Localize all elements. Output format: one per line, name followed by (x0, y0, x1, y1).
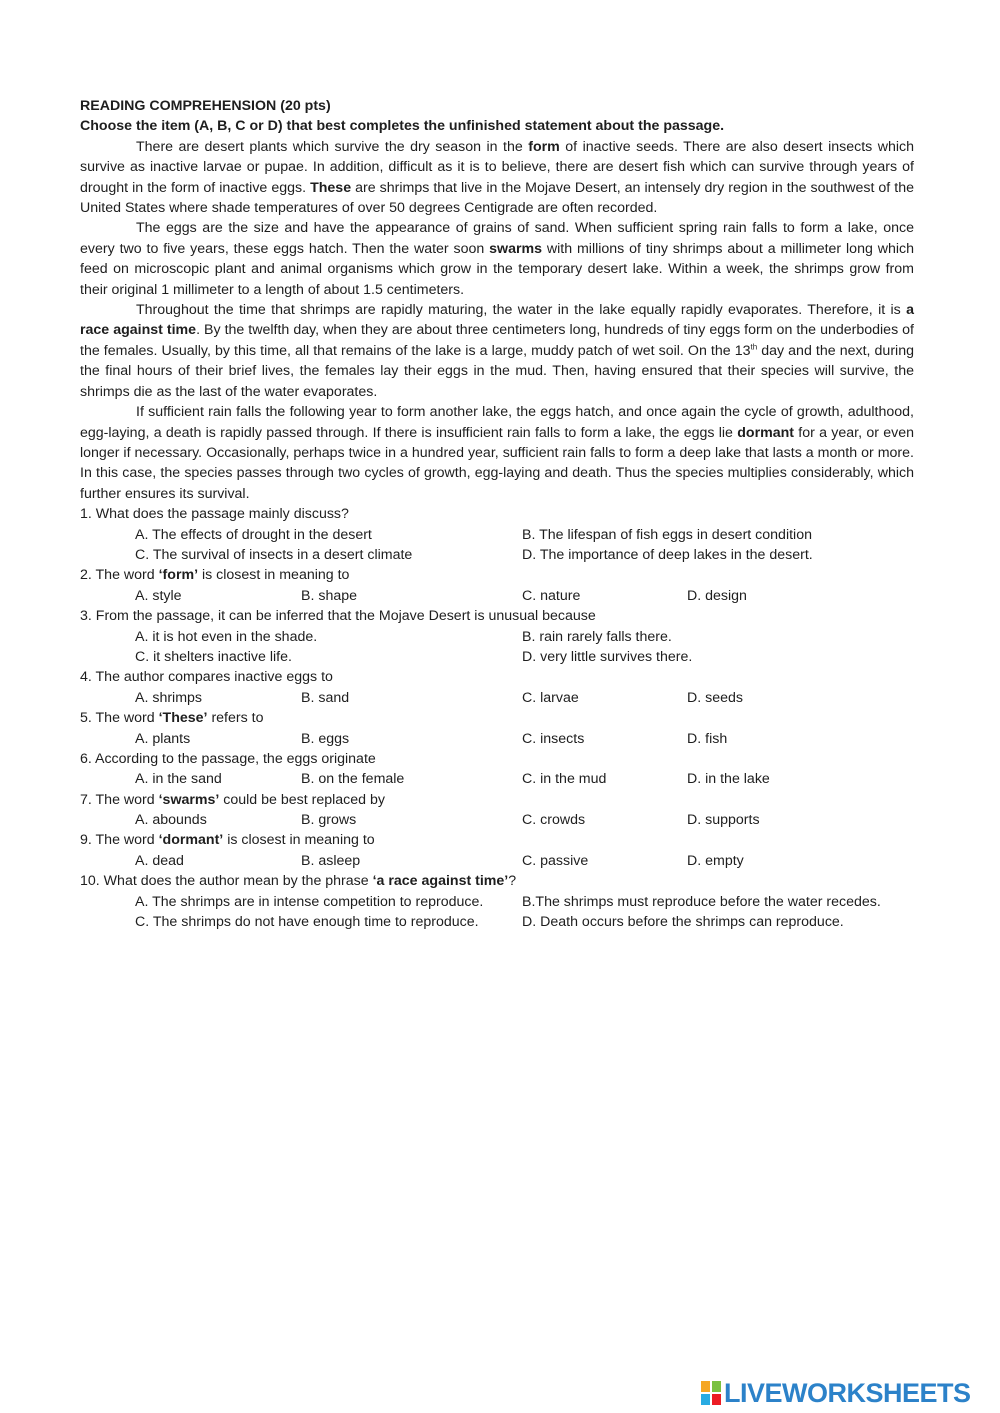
option-6c[interactable]: C. in the mud (522, 771, 607, 788)
liveworksheets-logo-icon (700, 1380, 722, 1406)
worksheet (80, 96, 914, 932)
option-5d[interactable]: D. fish (687, 730, 728, 747)
question-9-options (80, 851, 914, 871)
option-3b[interactable]: B. rain rarely falls there. (522, 628, 672, 645)
option-6b[interactable]: B. on the female (301, 771, 405, 788)
option-5b[interactable]: B. eggs (301, 730, 350, 747)
question-9: 9. The word ‘dormant’ is closest in meaning to (80, 832, 375, 849)
option-7d[interactable]: D. supports (687, 812, 760, 829)
question-7: 7. The word ‘swarms’ could be best replaced by (80, 791, 385, 808)
option-1b[interactable]: B. The lifespan of fish eggs in desert condition (522, 526, 812, 543)
question-10-options-row-1 (80, 892, 914, 912)
option-1d[interactable]: D. The importance of deep lakes in the desert. (522, 546, 813, 563)
option-10d[interactable]: D. Death occurs before the shrimps can reproduce. (522, 914, 844, 931)
question-1-options-row-2 (80, 545, 914, 565)
option-9c[interactable]: C. passive (522, 852, 589, 869)
question-1-options-row-1 (80, 525, 914, 545)
option-6d[interactable]: D. in the lake (687, 771, 770, 788)
question-6: 6. According to the passage, the eggs originate (80, 750, 376, 767)
option-2b[interactable]: B. shape (301, 587, 358, 604)
option-4a[interactable]: A. shrimps (135, 689, 203, 706)
question-5-options (80, 729, 914, 749)
question-2: 2. The word ‘form’ is closest in meaning to (80, 567, 350, 584)
question-3: 3. From the passage, it can be inferred that the Mojave Desert is unusual because (80, 608, 596, 625)
liveworksheets-logo (700, 1378, 971, 1408)
option-7b[interactable]: B. grows (301, 812, 357, 829)
option-9d[interactable]: D. empty (687, 852, 744, 869)
option-5c[interactable]: C. insects (522, 730, 585, 747)
option-9b[interactable]: B. asleep (301, 852, 361, 869)
option-6a[interactable]: A. in the sand (135, 771, 222, 788)
option-10b[interactable]: B.The shrimps must reproduce before the water recedes. (522, 893, 881, 910)
option-10a[interactable]: A. The shrimps are in intense competition to reproduce. (135, 893, 484, 910)
option-2c[interactable]: C. nature (522, 587, 581, 604)
option-4b[interactable]: B. sand (301, 689, 350, 706)
question-3-options-row-2 (80, 647, 914, 667)
option-1c[interactable]: C. The survival of insects in a desert climate (135, 546, 413, 563)
liveworksheets-logo-text: LIVEWORKSHEETS (724, 1378, 971, 1408)
option-3a[interactable]: A. it is hot even in the shade. (135, 628, 318, 645)
passage-paragraph-2: The eggs are the size and have the appearance of grains of sand. When sufficient spring rain falls to form a lake, once every two to five years, these eggs hatch. Then the water soon swarms with millions of tiny shrimps about a millimeter long which feed on microscopic plant and animal organisms which grow in the temporary desert lake. Within a week, the shrimps grow from their original 1 millimeter to a length of about 1.5 centimeters. (80, 220, 914, 298)
section-title: READING COMPREHENSION (20 pts) (80, 98, 331, 114)
option-3d[interactable]: D. very little survives there. (522, 648, 693, 665)
option-7c[interactable]: C. crowds (522, 812, 586, 829)
question-6-options (80, 769, 914, 789)
option-9a[interactable]: A. dead (135, 852, 184, 869)
question-2-options (80, 586, 914, 606)
passage-paragraph-1: There are desert plants which survive the dry season in the form of inactive seeds. There are also desert insects which survive as inactive larvae or pupae. In addition, difficult as it is to believe, there are desert fish which can survive through years of drought in the form of inactive eggs. These are shrimps that live in the Mojave Desert, an intensely dry region in the southwest of the United States where shade temperatures of over 50 degrees Centigrade are often recorded. (80, 138, 914, 217)
option-1a[interactable]: A. The effects of drought in the desert (135, 526, 372, 543)
question-1: 1. What does the passage mainly discuss? (80, 506, 349, 523)
option-7a[interactable]: A. abounds (135, 812, 207, 829)
option-2a[interactable]: A. style (135, 587, 182, 604)
option-4d[interactable]: D. seeds (687, 689, 743, 706)
option-3c[interactable]: C. it shelters inactive life. (135, 648, 292, 665)
passage-paragraph-4: If sufficient rain falls the following year to form another lake, the eggs hatch, and once again the cycle of growth, adulthood, egg-laying, a death is rapidly passed through. If there is insufficient rain falls to form a lake, the eggs lie dormant for a year, or even longer if necessary. Occasionally, perhaps twice in a hundred year, sufficient rain falls to form a deep lake that lasts a month or more. In this case, the species passes through two cycles of growth, egg-laying and death. Thus the species multiplies considerably, which further ensures its survival. (80, 404, 914, 502)
question-4-options (80, 688, 914, 708)
passage-paragraph-3: Throughout the time that shrimps are rapidly maturing, the water in the lake equally rapidly evaporates. Therefore, it is a race against time. By the twelfth day, when they are about three centimeters long, hundreds of tiny eggs form on the underbodies of the females. Usually, by this time, all that remains of the lake is a large, muddy patch of wet soil. On the 13th day and the next, during the final hours of their brief lives, the females lay their eggs in the mud. Then, having ensured that their species will survive, the shrimps die as the last of the water evaporates. (80, 302, 915, 400)
question-3-options-row-1 (80, 627, 914, 647)
question-10-options-row-2 (80, 912, 914, 932)
option-10c[interactable]: C. The shrimps do not have enough time to reproduce. (135, 914, 479, 931)
option-5a[interactable]: A. plants (135, 730, 191, 747)
question-10: 10. What does the author mean by the phrase ‘a race against time’? (80, 873, 517, 890)
option-4c[interactable]: C. larvae (522, 689, 579, 706)
question-4: 4. The author compares inactive eggs to (80, 669, 333, 686)
question-7-options (80, 810, 914, 830)
instruction: Choose the item (A, B, C or D) that best completes the unfinished statement about the passage. (80, 118, 725, 135)
question-5: 5. The word ‘These’ refers to (80, 710, 264, 727)
option-2d[interactable]: D. design (687, 587, 747, 604)
